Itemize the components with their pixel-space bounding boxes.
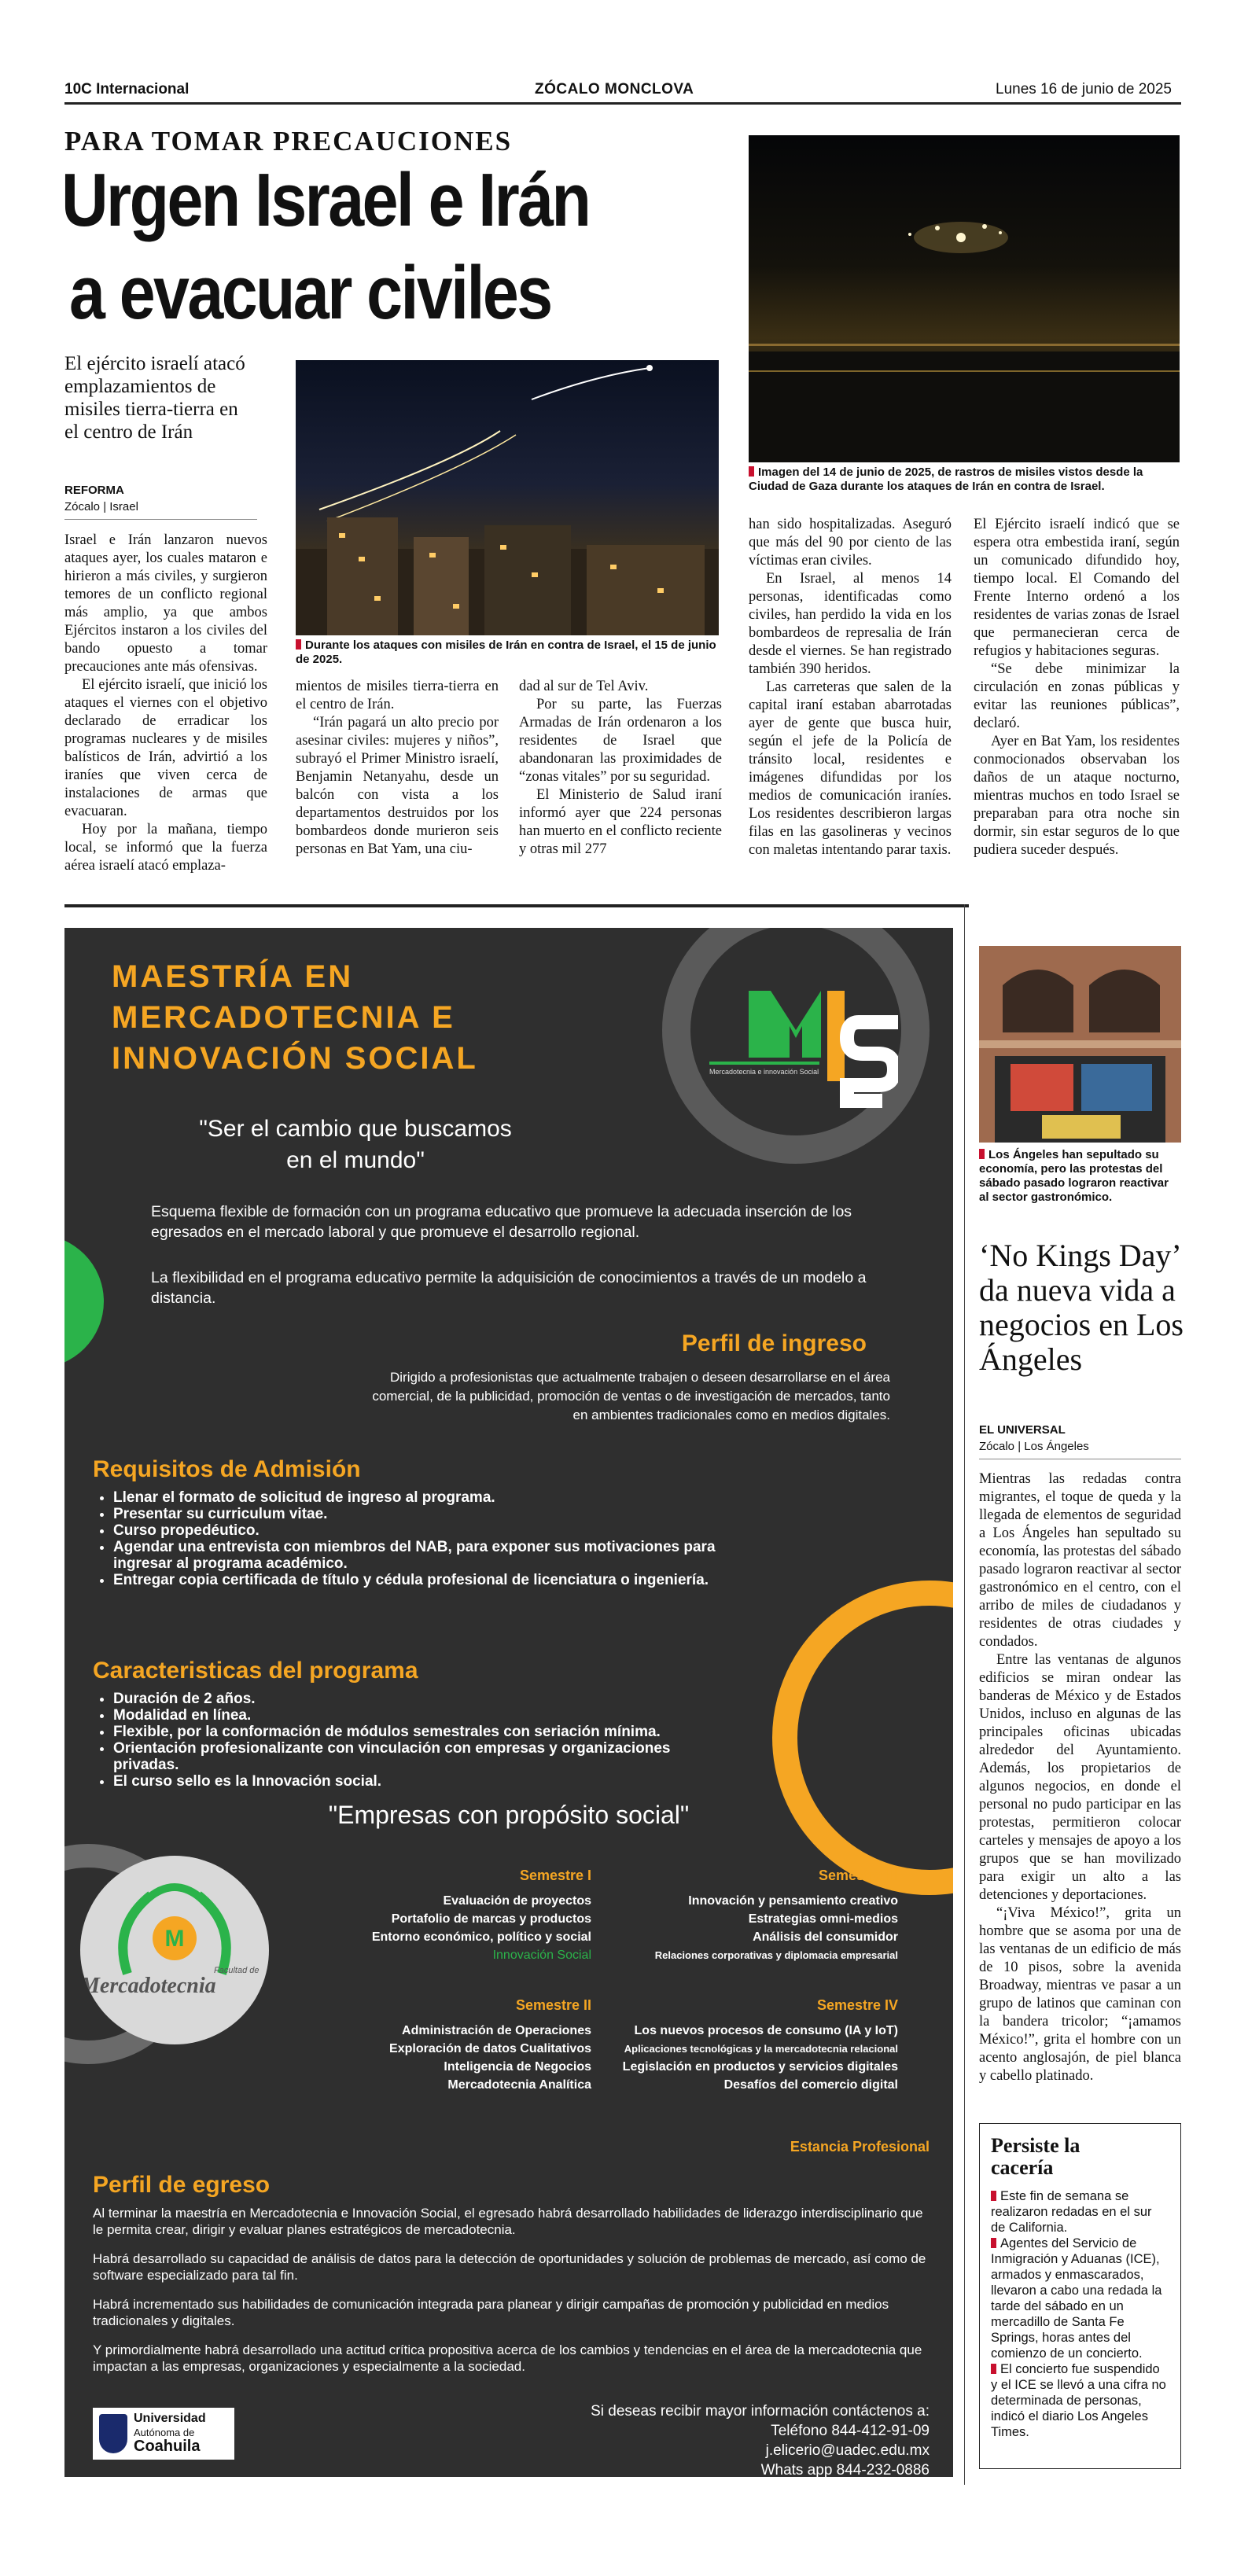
article-paragraph: Las carreteras que salen de la capital iraní estaban abarrotadas ayer de gente que busca huir, según el jefe de la Policía de tránsito local, residentes e imágenes difundidas por los medios de comunicación iraníes. Los residentes describieron largas filas en las gasolineras y vecinos con maletas intentando parar taxis. [749,679,952,858]
contact-phone: Teléfono 844-412-91-09 [771,2423,930,2439]
box-bullet-item [991,2361,1169,2440]
box-bullet-text: Este fin de semana se realizaron redadas en el sur de California. [991,2189,1152,2235]
perfil-ingreso-title: Perfil de ingreso [681,1330,867,1356]
box-bullet-list [991,2188,1169,2440]
large-photo-caption-text: Imagen del 14 de junio de 2025, de rastros de misiles vistos desde la Ciudad de Gaza durante los ataques de Irán en contra de Israel. [749,466,1143,493]
ad-quote-1 [64,1113,646,1176]
egreso-paragraph-3: Habrá incrementado sus habilidades de comunicación integrada para planear y dirigir campañas de promoción y publicidad en medios tradicionales y digitales. [93,2297,889,2328]
box-bullet-text: El concierto fue suspendido y el ICE se llevó a una cifra no determinada de personas, indicó el diario Los Angeles Times. [991,2362,1166,2439]
perfil-ingreso-text: Dirigido a profesionistas que actualmente trabajen o deseen desarrollarse en el área comercial, de la publicidad, promoción de ventas o de investigación de mercados, tanto en ambientes tradicionales como en medios digitales. [372,1370,890,1422]
semestre-1-title: Semestre I [519,1868,591,1883]
bullet-marker [991,2364,996,2374]
ad-intro-1: Esquema flexible de formación con un programa educativo que promueve la adecuada inserción de los egresados en el mercado laboral y que promueve el desarrollo regional. [151,1203,852,1241]
small-photo-caption-text: Durante los ataques con misiles de Irán en contra de Israel, el 15 de junio de 2025. [296,638,716,666]
egreso-paragraph-1: Al terminar la maestría en Mercadotecnia e Innovación Social, el egresado habrá desarrollado habilidades de liderazgo interdisciplinario que le permita crear, dirigir y evaluar planes estratégicos de mercadotecnia. [93,2206,923,2237]
course-item: Mercadotecnia Analítica [447,2078,591,2092]
course-item: Inteligencia de Negocios [444,2060,591,2074]
article-paragraph: El ejército israelí, que inició los ataques el viernes con el objetivo declarado de erradicar los programas nucleares y de misiles balísticos de Irán, advirtió a los iraníes que viven cerca de instalaciones de armas que evacuaran. [64,677,267,819]
persiste-la-caceria-box [979,2123,1181,2469]
mis-logo [709,967,898,1109]
list-item: • Flexible, por la conformación de módulos semestrales con seriación mínima. [113,1724,727,1740]
list-item: • Llenar el formato de solicitud de ingreso al programa. [113,1489,727,1506]
caption-marker-2 [749,466,754,477]
contact-intro: Si deseas recibir mayor información contáctenos a: [591,2403,930,2420]
article-paragraph: “Irán pagará un alto precio por asesinar civiles: mujeres y niños”, subrayó el Primer Ministro israelí, Benjamin Netanyahu, desde un balcón con vista a los departamentos destruidos por los bombardeos donde murieron seis personas en Bat Yam, una ciu- [296,715,499,857]
list-item: • Duración de 2 años. [113,1691,727,1707]
side-story-source: EL UNIVERSAL [979,1423,1066,1437]
estancia-profesional: Estancia Profesional [790,2139,930,2155]
story-headline-line2: a evacuar civiles [69,251,551,335]
badge-mercadotecnia: Mercadotecnia [80,1974,216,1998]
semestre-2 [285,1997,591,2094]
article-paragraph: El Ejército israelí indicó que se espera otra embestida iraní, según un comunicado difundido hoy, tiempo local. El Comando del Frente Interno ordenó a los residentes de varias zonas de Israel que permanecieran cerca de refugios y habitaciones seguras. [974,517,1180,659]
contact-email: j.elicerio@uadec.edu.mx [765,2442,930,2459]
box-bullet-text: Agentes del Servicio de Inmigración y Aduanas (ICE), armados y enmascarados, llevaron a cabo una redada la tarde del sábado en un mercadillo de Santa Fe Springs, horas antes del comienzo de un concierto. [991,2236,1162,2361]
caption-marker [296,639,301,650]
semestre-2-title: Semestre II [515,1997,591,2013]
course-item: Innovación y pensamiento creativo [688,1894,898,1908]
article-paragraph: Israel e Irán lanzaron nuevos ataques ayer, los cuales mataron e hirieron a más civiles, y surgieron temores de un conflicto regional más amplio, ya que ambos Ejércitos instaron a los civiles del bando opuesto a tomar precauciones ante más ofensivas. [64,532,267,675]
course-item: Evaluación de proyectos [443,1894,591,1908]
header-rule [64,102,1181,105]
quote-line-2: en el mundo" [286,1147,425,1173]
uadec-line-3: Coahuila [134,2438,201,2455]
story-dateline: Zócalo | Israel [64,500,138,513]
article-paragraph: Entre las ventanas de algunos edificios se miran ondear las banderas de México y de Estados Unidos, incluso en algunas de las principales oficinas ubicadas alrededor del Ayuntamiento. Además, los propietarios de algunos negocios, en donde el personal no pudo participar en las protestas, permitieron colocar carteles y mensajes de apoyo a los grupos que se han movilizado para exigir un alto a las detenciones y deportaciones. [979,1652,1181,1903]
article-column-1 [64,532,267,875]
story-bottom-rule [64,904,969,907]
newspaper-name: ZÓCALO MONCLOVA [535,81,694,98]
uadec-line-1: Universidad [134,2412,206,2425]
uadec-logo [93,2408,234,2460]
course-item: Desafíos del comercio digital [723,2078,898,2092]
semestre-1 [285,1868,591,1964]
ad-quote-2: "Empresas con propósito social" [328,1801,690,1829]
ad-intro-2: La flexibilidad en el programa educativo permite la adquisición de conocimientos a través de un modelo a distancia. [151,1269,867,1307]
small-photo-caption [296,638,719,667]
article-column-2 [296,678,499,859]
story-source: REFORMA [64,484,124,497]
box-title-line2: cacería [991,2156,1054,2179]
storefront-graphic [979,946,1181,1143]
story-kicker: PARA TOMAR PRECAUCIONES [64,126,513,156]
course-item: Relaciones corporativas y diplomacia empresarial [654,1949,898,1961]
requisitos-title: Requisitos de Admisión [93,1456,361,1482]
bullet-marker [991,2238,996,2248]
egreso-paragraph-2: Habrá desarrollado su capacidad de análisis de datos para la detección de oportunidades y solución de problemas de mercado, así como de software especializado para tal fin. [93,2251,926,2283]
missile-night-photo [296,360,719,635]
article-paragraph: “¡Viva México!”, grita un hombre que se asoma por una de las ventanas de un edificio de más de 10 pisos, sobre la avenida Broadway, mientras ve pasar a un grupo de latinos que caminan con la bandera tricolor; “¡amamos México!”, grita el hombre con un acento anglosajón, de piel blanca y cabello platinado. [979,1905,1181,2084]
page-section-label: 10C Internacional [64,81,190,98]
article-paragraph: dad al sur de Tel Aviv. [519,679,649,694]
semestre-3 [568,1868,898,1964]
list-item: • Curso propedéutico. [113,1522,727,1539]
semestre-4 [568,1997,898,2094]
article-paragraph: Hoy por la mañana, tiempo local, se informó que la fuerza aérea israelí atacó emplaza- [64,822,267,874]
quote-line-1: "Ser el cambio que buscamos [199,1116,512,1142]
article-paragraph: “Se debe minimizar la circulación en zonas públicas y evitar las reuniones públicas”, declaró. [974,661,1180,731]
contact-whatsapp: Whats app 844-232-0886 [760,2462,930,2477]
article-column-3 [519,678,722,859]
contact-block [505,2401,930,2477]
list-item: • El curso sello es la Innovación social. [113,1773,727,1790]
course-item: Estrategias omni-medios [748,1912,898,1926]
svg-text:M: M [164,1926,185,1952]
side-photo-caption [979,1148,1181,1205]
course-item: Análisis del consumidor [753,1930,898,1944]
list-item: • Agendar una entrevista con miembros del NAB, para exponer sus motivaciones para ingresar al programa académico. [113,1539,727,1572]
list-item: • Orientación profesionalizante con vinculación con empresas y organizaciones privadas. [113,1740,727,1773]
decor-circle-left [64,1235,104,1368]
caption-marker-3 [979,1149,985,1159]
semestre-3-title: Semestre III [818,1868,898,1883]
article-column-5 [974,516,1180,859]
article-paragraph: Mientras las redadas contra migrantes, el toque de queda y la llegada de elementos de seguridad a Los Ángeles han sepultado su economía, las protestas del sábado pasado lograron reactivar al sector gastronómico en el centro, con el arribo de miles de ciudadanos y residentes de otras ciudades y condados. [979,1471,1181,1650]
box-bullet-item [991,2188,1169,2236]
egreso-paragraph-4: Y primordialmente habrá desarrollado una actitud crítica propositiva acerca de los cambios y tendencias en el área de la mercadotecnia que impactan a las empresas, organizaciones y especialmente a la sociedad. [93,2342,922,2374]
side-story-body [979,1470,1181,2085]
course-item: Exploración de datos Cualitativos [389,2042,591,2055]
perfil-egreso-title: Perfil de egreso [93,2172,271,2198]
caracteristicas-list [93,1691,727,1790]
ad-title-2: MERCADOTECNIA E [112,1000,455,1035]
masters-program-ad [64,928,953,2477]
article-paragraph: han sido hospitalizadas. Aseguró que más del 90 por ciento de las víctimas eran civiles. [749,517,952,569]
uadec-line-2: Autónoma de [134,2427,195,2438]
shield-icon [99,2414,127,2453]
side-story-dateline: Zócalo | Los Ángeles [979,1440,1089,1453]
list-item: • Entregar copia certificada de título y cédula profesional de licenciatura o ingeniería. [113,1572,727,1588]
course-item: Aplicaciones tecnológicas y la mercadotecnia relacional [624,2043,898,2055]
box-title-line1: Persiste la [991,2134,1080,2157]
article-paragraph: Ayer en Bat Yam, los residentes conmocionados observaban los daños de un ataque nocturno, mientras muchos en todo Israel se preparaban para otra noche sin dormir, sin estar seguros de lo que pudiera suceder después. [974,734,1180,858]
missile-trails-graphic [296,360,719,635]
laurel-icon [80,1856,269,2044]
box-bullet-item [991,2236,1169,2361]
list-item: • Presentar su curriculum vitae. [113,1506,727,1522]
dateline-rule [64,519,257,520]
story-headline-line1: Urgen Israel e Irán [61,158,590,242]
course-item: Legislación en productos y servicios digitales [622,2060,898,2074]
course-item: Los nuevos procesos de consumo (IA y IoT) [634,2024,898,2037]
story-deck: El ejército israelí atacó emplazamientos de misiles tierra-tierra en el centro de Irán [64,353,245,443]
side-story-headline: ‘No Kings Day’ da nueva vida a negocios en Los Ángeles [979,1238,1184,1377]
article-paragraph: Por su parte, las Fuerzas Armadas de Irán ordenaron a los residentes de Israel que abandonaran las proximidades de “zonas vitales” por su seguridad. [519,697,722,785]
semestre-4-title: Semestre IV [816,1997,898,2013]
column-divider [964,904,965,2485]
decor-ring-right [772,1581,953,1895]
gaza-skyline-photo [749,135,1180,462]
list-item: • Modalidad en línea. [113,1707,727,1724]
article-paragraph: El Ministerio de Salud iraní informó ayer que 224 personas han muerto en el conflicto reciente y otras mil 277 [519,787,722,857]
article-paragraph: En Israel, al menos 14 personas, identificadas como civiles, han perdido la vida en los bombardeos de represalia de Irán desde el viernes. Se han registrado también 390 heridos. [749,571,952,677]
ad-title-3: INNOVACIÓN SOCIAL [112,1041,478,1076]
bullet-marker [991,2191,996,2201]
ad-title-1: MAESTRÍA EN [112,959,354,994]
missile-lights-graphic [749,135,1180,462]
course-item: Entorno económico, político y social [371,1930,591,1944]
course-item-highlight: Innovación Social [492,1949,591,1962]
article-column-4 [749,516,952,859]
mis-logo-graphic [709,967,898,1109]
article-paragraph: mientos de misiles tierra-tierra en el centro de Irán. [296,679,499,712]
course-item: Administración de Operaciones [402,2024,591,2037]
side-photo-caption-text: Los Ángeles han sepultado su economía, pero las protestas del sábado pasado lograron reactivar al sector gastronómico. [979,1148,1169,1204]
los-angeles-storefront-photo [979,946,1181,1143]
course-item: Portafolio de marcas y productos [391,1912,591,1926]
mis-logo-caption: Mercadotecnia e innovación Social [709,1068,819,1076]
requisitos-list [93,1489,727,1588]
facultad-badge [80,1856,269,2044]
large-photo-caption [749,466,1180,494]
page-date: Lunes 16 de junio de 2025 [996,81,1172,98]
badge-facultad-de: Facultad de [214,1966,260,1975]
caracteristicas-title: Caracteristicas del programa [93,1658,418,1684]
